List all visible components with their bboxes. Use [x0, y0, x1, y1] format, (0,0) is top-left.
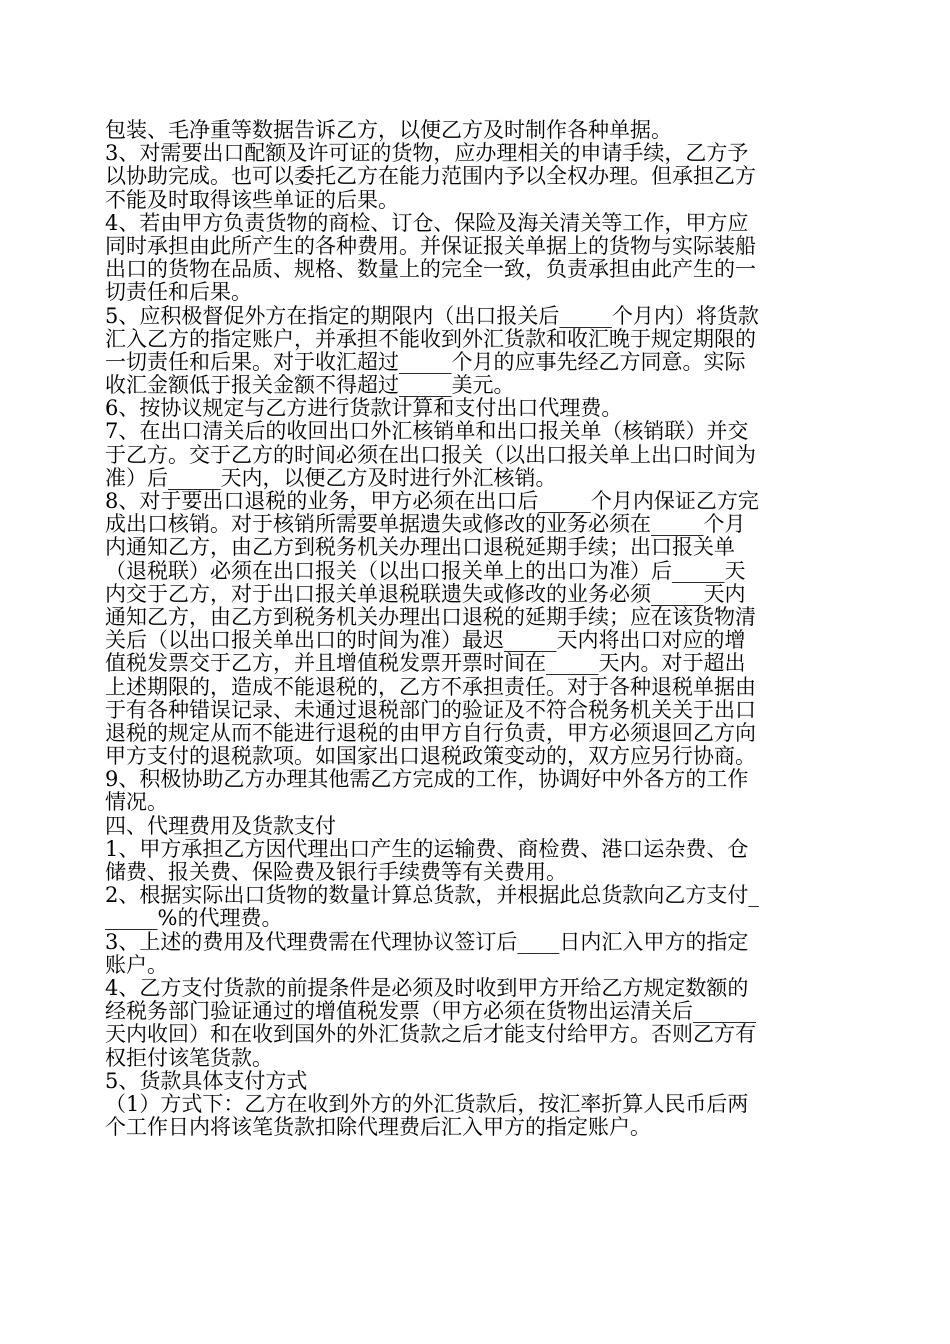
- text-line: 收汇金额低于报关金额不得超过_____美元。: [105, 374, 515, 398]
- text-line: 同时承担由此所产生的各种费用。并保证报关单据上的货物与实际装船: [105, 234, 756, 258]
- text-line: 6、按协议规定与乙方进行货款计算和支付出口代理费。: [105, 397, 623, 421]
- text-line: 9、积极协助乙方办理其他需乙方完成的工作，协调好中外各方的工作: [105, 768, 749, 792]
- text-line: 不能及时取得该些单证的后果。: [105, 188, 399, 212]
- text-line: 上述期限的，造成不能退税的，乙方不承担责任。对于各种退税单据由: [105, 675, 756, 699]
- text-line: 成出口核销。对于核销所需要单据遗失或修改的业务必须在_____个月: [105, 513, 746, 537]
- text-line: _____%的代理费。: [105, 907, 283, 931]
- text-line: 权拒付该笔货款。: [105, 1046, 273, 1070]
- text-line: 经税务部门验证通过的增值税发票（甲方必须在货物出运清关后______: [105, 1000, 756, 1024]
- text-line: 出口的货物在品质、规格、数量上的完全一致，负责承担由此产生的一: [105, 258, 756, 282]
- text-line: 4、若由甲方负责货物的商检、订仓、保险及海关清关等工作，甲方应: [105, 211, 749, 235]
- text-line: 8、对于要出口退税的业务，甲方必须在出口后_____个月内保证乙方完: [105, 490, 759, 513]
- text-line: 3、上述的费用及代理费需在代理协议签订后____日内汇入甲方的指定: [105, 930, 749, 954]
- text-line: 7、在出口清关后的收回出口外汇核销单和出口报关单（核销联）并交: [105, 420, 749, 444]
- text-line: 值税发票交于乙方，并且增值税发票开票时间在_____天内。对于超出: [105, 652, 746, 676]
- text-line: 4、乙方支付货款的前提条件是必须及时收到甲方开给乙方规定数额的: [105, 976, 749, 1000]
- text-line: 5、货款具体支付方式: [105, 1069, 308, 1093]
- text-line: 个工作日内将该笔货款扣除代理费后汇入甲方的指定账户。: [105, 1116, 651, 1140]
- text-line: 情况。: [105, 791, 168, 815]
- text-line: 账户。: [105, 953, 168, 977]
- text-line: 汇入乙方的指定账户，并承担不能收到外汇货款和收汇晚于规定期限的: [105, 327, 756, 351]
- text-line: 2、根据实际出口货物的数量计算总货款，并根据此总货款向乙方支付_: [105, 884, 759, 908]
- text-line: 通知乙方，由乙方到税务机关办理出口退税的延期手续；应在该货物清: [105, 605, 756, 629]
- text-line: 3、对需要出口配额及许可证的货物，应办理相关的申请手续，乙方予: [105, 142, 749, 166]
- text-line: 天内收回）和在收到国外的外汇货款之后才能支付给甲方。否则乙方有: [105, 1023, 756, 1047]
- text-line: 一切责任和后果。对于收汇超过_____个月的应事先经乙方同意。实际: [105, 350, 746, 374]
- text-line: 退税的规定从而不能进行退税的由甲方自行负责，甲方必须退回乙方向: [105, 721, 756, 745]
- text-line: 内通知乙方，由乙方到税务机关办理出口退税延期手续；出口报关单: [105, 536, 735, 560]
- text-line: 于乙方。交于乙方的时间必须在出口报关（以出口报关单上出口时间为: [105, 443, 756, 467]
- text-line: 以协助完成。也可以委托乙方在能力范围内予以全权办理。但承担乙方: [105, 165, 756, 189]
- text-line: 关后（以出口报关单出口的时间为准）最迟_____天内将出口对应的增: [105, 629, 746, 653]
- text-line: 甲方支付的退税款项。如国家出口退税政策变动的，双方应另行协商。: [105, 745, 756, 769]
- text-line: 1、甲方承担乙方因代理出口产生的运输费、商检费、港口运杂费、仓: [105, 837, 749, 861]
- text-line: 内交于乙方，对于出口报关单退税联遗失或修改的业务必须_____天内: [105, 582, 746, 606]
- text-line: 于有各种错误记录、未通过退税部门的验证及不符合税务机关关于出口: [105, 698, 756, 722]
- text-line: 切责任和后果。: [105, 281, 252, 305]
- text-line: （退税联）必须在出口报关（以出口报关单上的出口为准）后_____天: [105, 559, 746, 583]
- text-line: 储费、报关费、保险费及银行手续费等有关费用。: [105, 861, 567, 884]
- section-heading: 四、代理费用及货款支付: [105, 814, 336, 838]
- document-body: [105, 119, 850, 1139]
- text-line: 准）后_____天内，以便乙方及时进行外汇核销。: [105, 466, 557, 490]
- text-line: （1）方式下：乙方在收到外方的外汇货款后，按汇率折算人民币后两: [105, 1092, 749, 1116]
- text-line: 包装、毛净重等数据告诉乙方，以便乙方及时制作各种单据。: [105, 119, 672, 142]
- text-line: 5、应积极督促外方在指定的期限内（出口报关后_____个月内）将货款: [105, 304, 759, 328]
